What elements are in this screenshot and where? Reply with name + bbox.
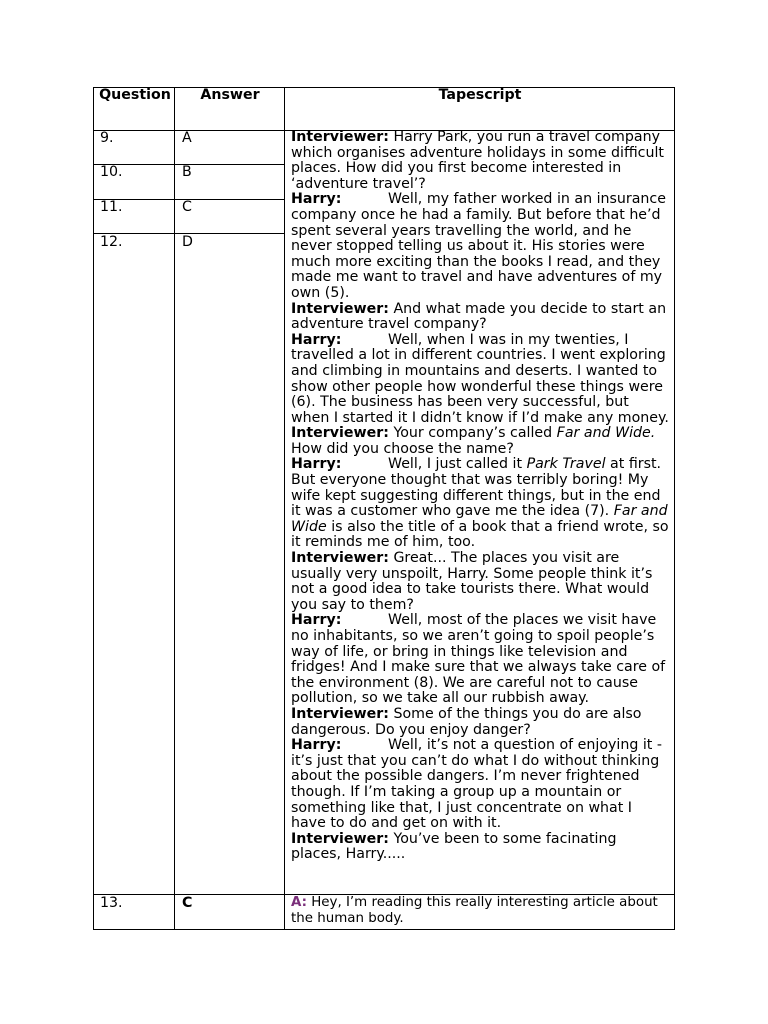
speaker-label: Harry: <box>291 737 342 754</box>
dialogue-text: You’ve been to some facinating places, Harry..... <box>291 830 617 863</box>
answer-letter: B <box>182 164 192 180</box>
header-tapescript: Tapescript <box>438 87 522 103</box>
dialogue-text: Well, I just called it <box>388 456 523 473</box>
speaker-label: Interviewer: <box>291 300 389 317</box>
table-border <box>674 87 675 930</box>
dialogue-text: How did you choose the name? <box>291 440 514 457</box>
answer-letter: A <box>182 130 192 146</box>
tapescript-line <box>291 426 671 457</box>
speaker-label: Harry: <box>291 612 342 629</box>
dialogue-text: Great... The places you visit are usually very unspoilt, Harry. Some people think it’s not a good idea to take tourists there. What would you say to them? <box>291 550 653 613</box>
speaker-label: Interviewer: <box>291 830 389 847</box>
dialogue-text: And what made you decide to start an adventure travel company? <box>291 300 667 333</box>
dialogue-text: Your company’s called <box>393 425 553 442</box>
answer-letter: D <box>182 234 193 250</box>
dialogue-text: at first. But everyone thought that was terribly boring! My wife kept suggesting different things, but in the end it was a customer who gave me the idea (7). <box>291 456 662 520</box>
answer-letter: C <box>182 199 192 215</box>
tapescript-line <box>291 333 671 427</box>
book-title: Far and Wide <box>291 503 668 535</box>
speaker-label: Interviewer: <box>291 129 389 145</box>
speaker-label: Harry: <box>291 191 342 208</box>
table-border <box>93 87 94 930</box>
dialogue-text: is also the title of a book that a friend wrote, so it reminds me of him, too. <box>291 518 669 551</box>
question-number: 11. <box>100 199 123 215</box>
speaker-label: Interviewer: <box>291 425 389 442</box>
dialogue-text: Some of the things you do are also dangerous. Do you enjoy danger? <box>291 705 642 738</box>
tapescript-line <box>291 551 671 613</box>
dialogue-text: Harry Park, you run a travel company which organises adventure holidays in some difficult places. How did you first become interested in ‘adventure travel’? <box>291 129 664 192</box>
tapescript-line <box>291 130 671 192</box>
tapescript-q13 <box>291 895 671 926</box>
table-border <box>93 929 675 930</box>
table-divider <box>174 87 175 930</box>
dialogue-text: Well, when I was in my twenties, I travelled a lot in different countries. I went exploring and climbing in mountains and deserts. I wanted to show other people how wonderful these things were (6). The business has been very successful, but when I started it I didn’t know if I’d make any money. <box>291 331 669 426</box>
tapescript-line <box>291 738 671 832</box>
table-divider <box>284 87 285 930</box>
dialogue-text: Well, most of the places we visit have no inhabitants, so we aren’t going to spoil people’s way of life, or bring in things like television and fridges! And I make sure that we always take care of the environment (8). We are careful not to cause pollution, so we take all our rubbish away. <box>291 612 666 707</box>
tapescript-line <box>291 192 671 301</box>
tapescript-line <box>291 613 671 707</box>
question-number: 12. <box>100 234 123 250</box>
tapescript-line <box>291 707 671 738</box>
dialogue-text: Hey, I’m reading this really interesting article about the human body. <box>291 895 658 926</box>
header-question: Question <box>99 87 171 103</box>
tapescript-text <box>291 130 671 863</box>
answer-letter: C <box>182 895 193 911</box>
dialogue-text: Well, it’s not a question of enjoying it - it’s just that you can’t do what I do without thinking about the possible dangers. I’m never frightened though. If I’m taking a group up a mountain or something like that, I just concentrate on what I have to do and get on with it. <box>291 737 663 832</box>
dialogue-text: Well, my father worked in an insurance company once he had a family. But before that he’d spent several years travelling the world, and he never stopped telling us about it. His stories were much more exciting than the books I read, and they made me want to travel and have adventures of my own (5). <box>291 191 666 301</box>
tapescript-line <box>291 457 671 551</box>
company-name: Park Travel <box>526 456 606 473</box>
speaker-label: Harry: <box>291 331 342 348</box>
header-answer: Answer <box>200 87 260 103</box>
question-number: 10. <box>100 164 123 180</box>
tapescript-line <box>291 832 671 863</box>
speaker-label: Interviewer: <box>291 705 389 722</box>
speaker-label: A: <box>291 895 307 910</box>
speaker-label: Interviewer: <box>291 550 389 567</box>
speaker-label: Harry: <box>291 456 342 473</box>
question-number: 13. <box>100 895 123 911</box>
question-number: 9. <box>100 130 114 146</box>
company-name: Far and Wide. <box>556 425 656 442</box>
tapescript-line <box>291 302 671 333</box>
